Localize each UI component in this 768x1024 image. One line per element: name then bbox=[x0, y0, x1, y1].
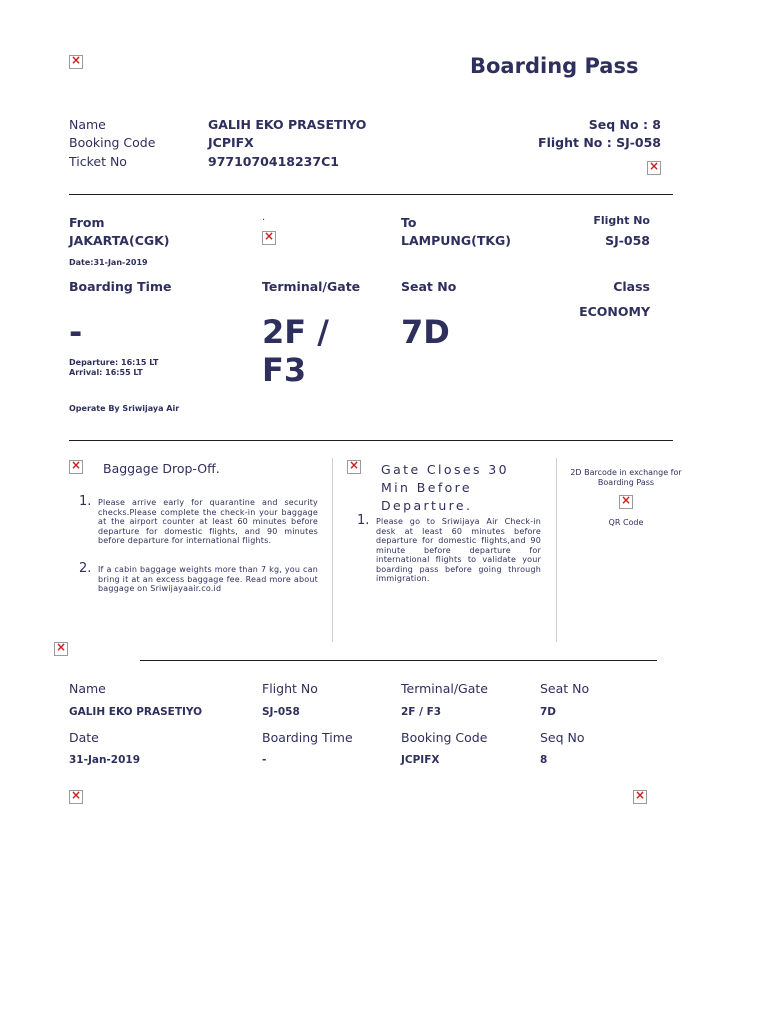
boarding-time-value: - bbox=[69, 313, 83, 351]
barcode-caption: 2D Barcode in exchange for Boarding Pass bbox=[570, 468, 682, 487]
stub-name-value: GALIH EKO PRASETIYO bbox=[69, 706, 203, 718]
column-divider bbox=[332, 458, 333, 642]
divider-top bbox=[69, 194, 673, 195]
baggage-icon-placeholder bbox=[69, 460, 83, 474]
page-title: Boarding Pass bbox=[470, 54, 639, 78]
stub-boarding-time-value: - bbox=[262, 754, 267, 766]
operator-text: Operate By Sriwijaya Air bbox=[69, 404, 180, 413]
baggage-item-text: Please arrive early for quarantine and security checks.Please complete the check-in your baggage at the airport counter at least 60 minutes before departure for domestic flights, and 90 minutes before departure for international flights. bbox=[98, 498, 318, 545]
stub-logo-placeholder bbox=[54, 642, 68, 656]
route-dot: . bbox=[262, 212, 266, 223]
barcode-image-placeholder bbox=[647, 161, 661, 175]
flight-no-label: Flight No bbox=[593, 214, 650, 227]
to-value: LAMPUNG(TKG) bbox=[401, 233, 512, 248]
stub-seat-no-value: 7D bbox=[540, 706, 557, 718]
baggage-item-number: 2. bbox=[79, 561, 92, 576]
boarding-time-label: Boarding Time bbox=[69, 279, 172, 294]
from-value: JAKARTA(CGK) bbox=[69, 233, 170, 248]
logo-image-placeholder bbox=[69, 55, 83, 69]
terminal-gate-label: Terminal/Gate bbox=[262, 279, 361, 294]
stub-terminal-gate-value: 2F / F3 bbox=[401, 706, 442, 718]
class-value: ECONOMY bbox=[579, 304, 650, 319]
qr-code-label: QR Code bbox=[608, 518, 644, 527]
stub-flight-no-label: Flight No bbox=[262, 681, 318, 696]
seat-no-label: Seat No bbox=[401, 279, 457, 294]
to-label: To bbox=[401, 215, 417, 230]
departure-time-text: Departure: 16:15 LT bbox=[69, 358, 159, 367]
gate-item-text: Please go to Sriwijaya Air Check-in desk at least 60 minutes before departure for domestic flights,and 90 minute before departure for international flights to validate your boarding pass before going through immigration. bbox=[376, 517, 541, 583]
stub-date-value: 31-Jan-2019 bbox=[69, 754, 141, 766]
seq-no-text: Seq No : 8 bbox=[588, 117, 661, 132]
stub-name-label: Name bbox=[69, 681, 106, 696]
name-label: Name bbox=[69, 117, 106, 132]
seat-no-value: 7D bbox=[401, 313, 450, 351]
plane-image-placeholder bbox=[262, 231, 276, 245]
from-label: From bbox=[69, 215, 105, 230]
stub-seq-no-label: Seq No bbox=[540, 730, 585, 745]
booking-code-value: JCPIFX bbox=[208, 135, 254, 150]
divider-stub bbox=[140, 660, 657, 661]
gate-icon-placeholder bbox=[347, 460, 361, 474]
ticket-no-label: Ticket No bbox=[69, 154, 127, 169]
stub-seq-no-value: 8 bbox=[540, 754, 548, 766]
stub-seat-no-label: Seat No bbox=[540, 681, 590, 696]
baggage-title: Baggage Drop-Off. bbox=[103, 461, 220, 476]
ticket-no-value: 9771070418237C1 bbox=[208, 154, 339, 169]
flight-no-text: Flight No : SJ-058 bbox=[538, 135, 661, 150]
divider-middle bbox=[69, 440, 673, 441]
date-text: Date:31-Jan-2019 bbox=[69, 258, 148, 267]
stub-booking-code-label: Booking Code bbox=[401, 730, 488, 745]
stub-date-label: Date bbox=[69, 730, 99, 745]
stub-booking-code-value: JCPIFX bbox=[401, 754, 440, 766]
stub-flight-no-value: SJ-058 bbox=[262, 706, 300, 718]
column-divider bbox=[556, 458, 557, 642]
stub-terminal-gate-label: Terminal/Gate bbox=[401, 681, 488, 696]
gate-title: Gate Closes 30 Min Before Departure. bbox=[381, 462, 509, 513]
baggage-item-text: If a cabin baggage weights more than 7 kg, you can bring it at an excess baggage fee. Read more about baggage on Sriwijayaair.co.id bbox=[98, 565, 318, 593]
terminal-gate-value: 2F / F3 bbox=[262, 313, 329, 389]
name-value: GALIH EKO PRASETIYO bbox=[208, 117, 367, 132]
booking-code-label: Booking Code bbox=[69, 135, 156, 150]
gate-item-number: 1. bbox=[357, 513, 370, 528]
qr-code-image-placeholder bbox=[619, 495, 633, 509]
baggage-item-number: 1. bbox=[79, 494, 92, 509]
stub-boarding-time-label: Boarding Time bbox=[262, 730, 353, 745]
flight-no-value: SJ-058 bbox=[605, 233, 650, 248]
stub-footer-image-left bbox=[69, 790, 83, 804]
stub-footer-image-right bbox=[633, 790, 647, 804]
class-label: Class bbox=[613, 279, 650, 294]
arrival-time-text: Arrival: 16:55 LT bbox=[69, 368, 143, 377]
